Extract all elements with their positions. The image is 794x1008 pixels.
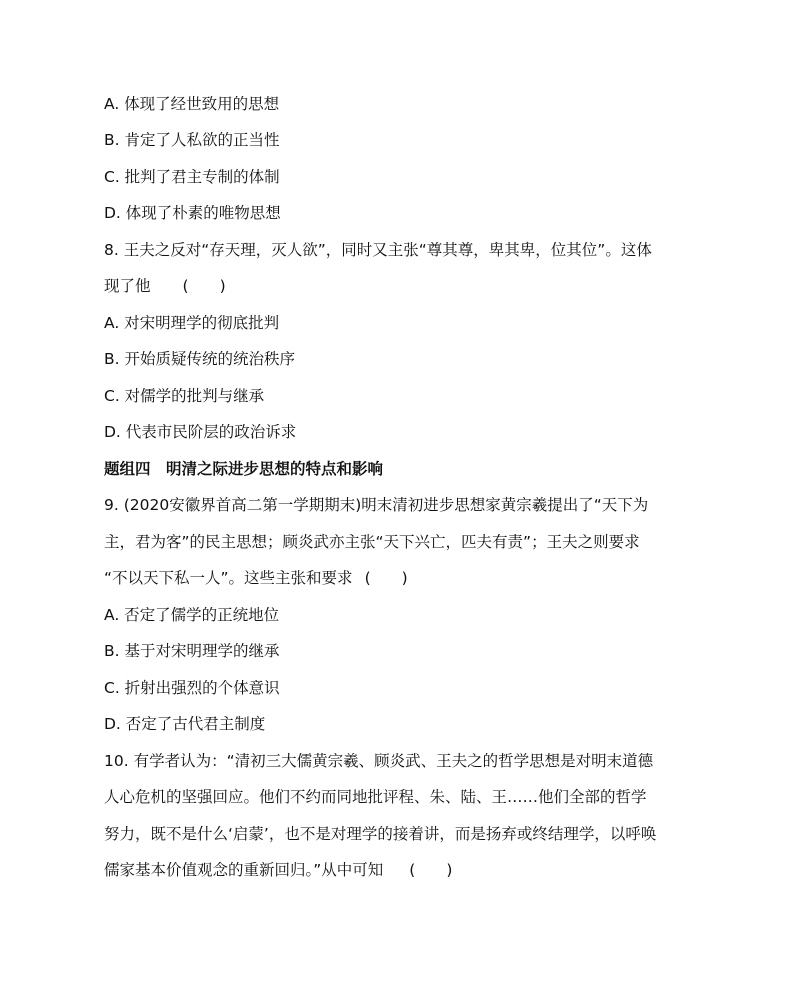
q8-option-a: A. 对宋明理学的彻底批判 — [104, 314, 280, 332]
q7-option-d: D. 体现了朴素的唯物思想 — [104, 204, 281, 222]
q10-stem-line3: 努力，既不是什么‘启蒙’，也不是对理学的接着讲，而是扬弃或终结理学，以呼唤 — [104, 825, 657, 843]
q9-stem-text: “不以天下私一人”。这些主张和要求 — [104, 569, 353, 587]
q7-option-c: C. 批判了君主专制的体制 — [104, 168, 280, 186]
q8-option-d: D. 代表市民阶层的政治诉求 — [104, 423, 297, 441]
q9-option-b: B. 基于对宋明理学的继承 — [104, 642, 280, 660]
q8-stem-line1: 8. 王夫之反对“存天理，灭人欲”，同时又主张“尊其尊，卑其卑，位其位”。这体 — [104, 241, 652, 259]
q9-option-c: C. 折射出强烈的个体意识 — [104, 679, 280, 697]
q10-stem-text: 儒家基本价值观念的重新回归。”从中可知 — [104, 861, 384, 879]
q8-answer-blank: ( ) — [182, 277, 226, 295]
q10-stem-line4 — [104, 860, 714, 880]
q7-option-b: B. 肯定了人私欲的正当性 — [104, 131, 280, 149]
q9-answer-blank: ( ) — [364, 569, 408, 587]
q8-stem-text: 现了他 — [104, 277, 151, 295]
q8-option-b: B. 开始质疑传统的统治秩序 — [104, 350, 295, 368]
q10-stem-line1: 10. 有学者认为：“清初三大儒黄宗羲、顾炎武、王夫之的哲学思想是对明末道德 — [104, 752, 654, 770]
q9-option-a: A. 否定了儒学的正统地位 — [104, 606, 280, 624]
q9-stem-line1: 9. (2020安徽界首高二第一学期期末)明末清初进步思想家黄宗羲提出了“天下为 — [104, 496, 649, 514]
q10-answer-blank: ( ) — [409, 861, 453, 879]
q9-stem-line2: 主，君为客”的民主思想；顾炎武亦主张“天下兴亡，匹夫有责”；王夫之则要求 — [104, 533, 640, 551]
q9-stem-line3 — [104, 568, 714, 588]
q9-option-d: D. 否定了古代君主制度 — [104, 715, 266, 733]
q8-option-c: C. 对儒学的批判与继承 — [104, 387, 265, 405]
q8-stem-line2 — [104, 276, 714, 296]
q7-option-a: A. 体现了经世致用的思想 — [104, 95, 280, 113]
section-heading: 题组四 明清之际进步思想的特点和影响 — [104, 460, 384, 478]
q10-stem-line2: 人心危机的坚强回应。他们不约而同地批评程、朱、陆、王……他们全部的哲学 — [104, 788, 647, 806]
